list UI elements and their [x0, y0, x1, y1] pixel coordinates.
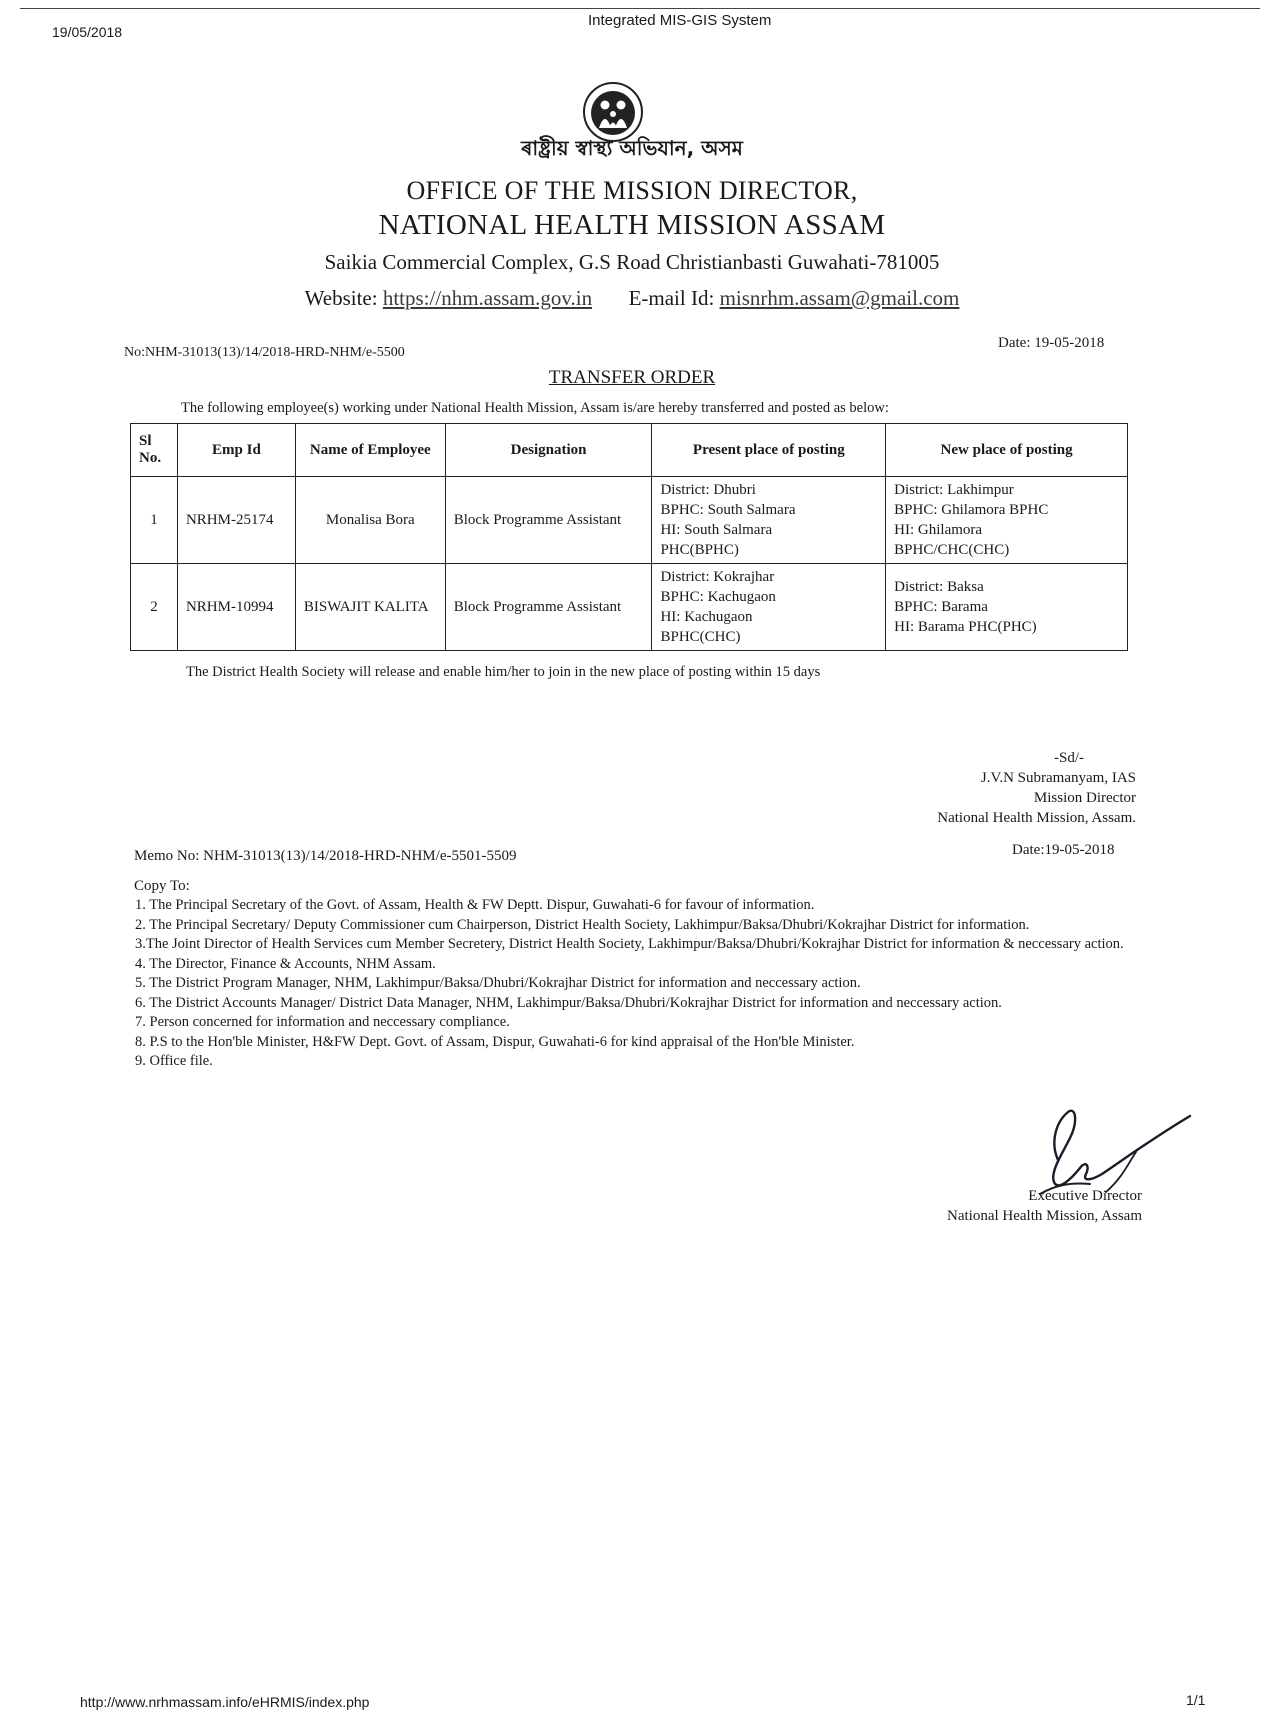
cell-designation: Block Programme Assistant [445, 564, 652, 651]
executive-org: National Health Mission, Assam [947, 1208, 1142, 1224]
copy-to-list [135, 896, 1135, 1072]
cell-sl: 2 [131, 564, 178, 651]
col-sl-no: Sl No. [131, 424, 178, 477]
copy-to-label: Copy To: [134, 878, 190, 894]
present-district: District: Kokrajhar [660, 569, 775, 585]
present-hi: HI: Kachugaon [660, 609, 753, 625]
executive-title: Executive Director [1028, 1188, 1142, 1204]
signatory-block [937, 748, 1136, 828]
list-item: 4. The Director, Finance & Accounts, NHM Assam. [135, 955, 436, 972]
executive-block [947, 1186, 1142, 1226]
memo-date: Date:19-05-2018 [1012, 842, 1115, 858]
list-item: 8. P.S to the Hon'ble Minister, H&FW Dept. Govt. of Assam, Dispur, Guwahati-6 for kind appraisal of the Hon'ble Minister. [135, 1033, 855, 1050]
list-item: 5. The District Program Manager, NHM, Lakhimpur/Baksa/Dhubri/Kokrajhar District for information and neccessary action. [135, 975, 861, 991]
order-number: No:NHM-31013(13)/14/2018-HRD-NHM/e-5500 [124, 345, 405, 360]
document-heading: TRANSFER ORDER [548, 367, 716, 388]
present-bphc: BPHC: South Salmara [660, 502, 796, 518]
new-district: District: Lakhimpur [894, 482, 1014, 498]
present-hi-type: PHC(BPHC) [660, 542, 739, 558]
office-title-line2: NATIONAL HEALTH MISSION ASSAM [378, 209, 886, 241]
cell-present-posting [652, 564, 886, 651]
cell-emp-id: NRHM-25174 [177, 477, 295, 564]
new-hi-type: BPHC/CHC(CHC) [894, 542, 1010, 558]
contact-line [0, 286, 1264, 311]
present-bphc: BPHC: Kachugaon [660, 589, 776, 605]
website-label: Website: [304, 286, 378, 310]
transfer-table [130, 423, 1128, 651]
cell-new-posting [886, 477, 1128, 564]
list-item: 2. The Principal Secretary/ Deputy Commissioner cum Chairperson, District Health Society, Lakhimpur/Baksa/Dhubri/Kokrajhar District for information. [135, 916, 1030, 933]
bengali-org-name: ৰাষ্ট্ৰীয় স্বাস্থ্য অভিযান, অসম [521, 136, 743, 160]
present-hi-type: BPHC(CHC) [660, 629, 741, 645]
new-district: District: Baksa [894, 579, 984, 595]
col-designation: Designation [445, 424, 652, 477]
print-date: 19/05/2018 [52, 24, 123, 40]
new-hi: HI: Ghilamora [894, 522, 983, 538]
new-hi: HI: Barama PHC(PHC) [894, 619, 1037, 635]
signatory-name: J.V.N Subramanyam, IAS [980, 770, 1136, 786]
list-item: 6. The District Accounts Manager/ District Data Manager, NHM, Lakhimpur/Baksa/Dhubri/Kokrajhar District for information and neccessary action. [135, 994, 1002, 1011]
list-item: 9. Office file. [135, 1053, 213, 1069]
present-district: District: Dhubri [660, 482, 756, 498]
email-label: E-mail Id: [628, 286, 715, 310]
new-bphc: BPHC: Barama [894, 599, 988, 615]
list-item: 3.The Joint Director of Health Services cum Member Secretery, District Health Society, Lakhimpur/Baksa/Dhubri/Kokrajhar District for information & neccessary action. [135, 936, 1124, 952]
col-emp-id: Emp Id [177, 424, 295, 477]
release-note: The District Health Society will release and enable him/her to join in the new place of posting within 15 days [186, 664, 821, 680]
col-present-posting: Present place of posting [652, 424, 886, 477]
cell-present-posting [652, 477, 886, 564]
order-date: Date: 19-05-2018 [998, 335, 1105, 351]
cell-designation: Block Programme Assistant [445, 477, 652, 564]
office-title-line1: OFFICE OF THE MISSION DIRECTOR, [406, 176, 858, 205]
cell-new-posting [886, 564, 1128, 651]
cell-employee-name: BISWAJIT KALITA [295, 564, 445, 651]
cell-employee-name: Monalisa Bora [295, 477, 445, 564]
memo-number: Memo No: NHM-31013(13)/14/2018-HRD-NHM/e-5501-5509 [134, 848, 517, 864]
cell-emp-id: NRHM-10994 [177, 564, 295, 651]
present-hi: HI: South Salmara [660, 522, 773, 538]
col-employee-name: Name of Employee [295, 424, 445, 477]
list-item: 1. The Principal Secretary of the Govt. of Assam, Health & FW Deptt. Dispur, Guwahati-6 for favour of information. [135, 897, 815, 913]
email-link[interactable]: misnrhm.assam@gmail.com [719, 286, 960, 310]
table-header-row [131, 424, 1128, 477]
print-footer-url[interactable]: http://www.nrhmassam.info/eHRMIS/index.php [80, 1694, 370, 1710]
print-page-number: 1/1 [1186, 1692, 1206, 1708]
signatory-title: Mission Director [1033, 790, 1136, 806]
signatory-org: National Health Mission, Assam. [937, 810, 1136, 826]
list-item: 7. Person concerned for information and neccessary compliance. [135, 1014, 510, 1030]
table-row [131, 477, 1128, 564]
office-address: Saikia Commercial Complex, G.S Road Christianbasti Guwahati-781005 [324, 250, 940, 274]
col-new-posting: New place of posting [886, 424, 1128, 477]
print-header-rule [20, 8, 1260, 9]
signed-mark: -Sd/- [1054, 750, 1084, 766]
table-row [131, 564, 1128, 651]
cell-sl: 1 [131, 477, 178, 564]
order-intro: The following employee(s) working under National Health Mission, Assam is/are hereby transferred and posted as below: [181, 400, 889, 416]
website-link[interactable]: https://nhm.assam.gov.in [382, 286, 593, 310]
new-bphc: BPHC: Ghilamora BPHC [894, 502, 1049, 518]
print-title: Integrated MIS-GIS System [588, 12, 772, 29]
